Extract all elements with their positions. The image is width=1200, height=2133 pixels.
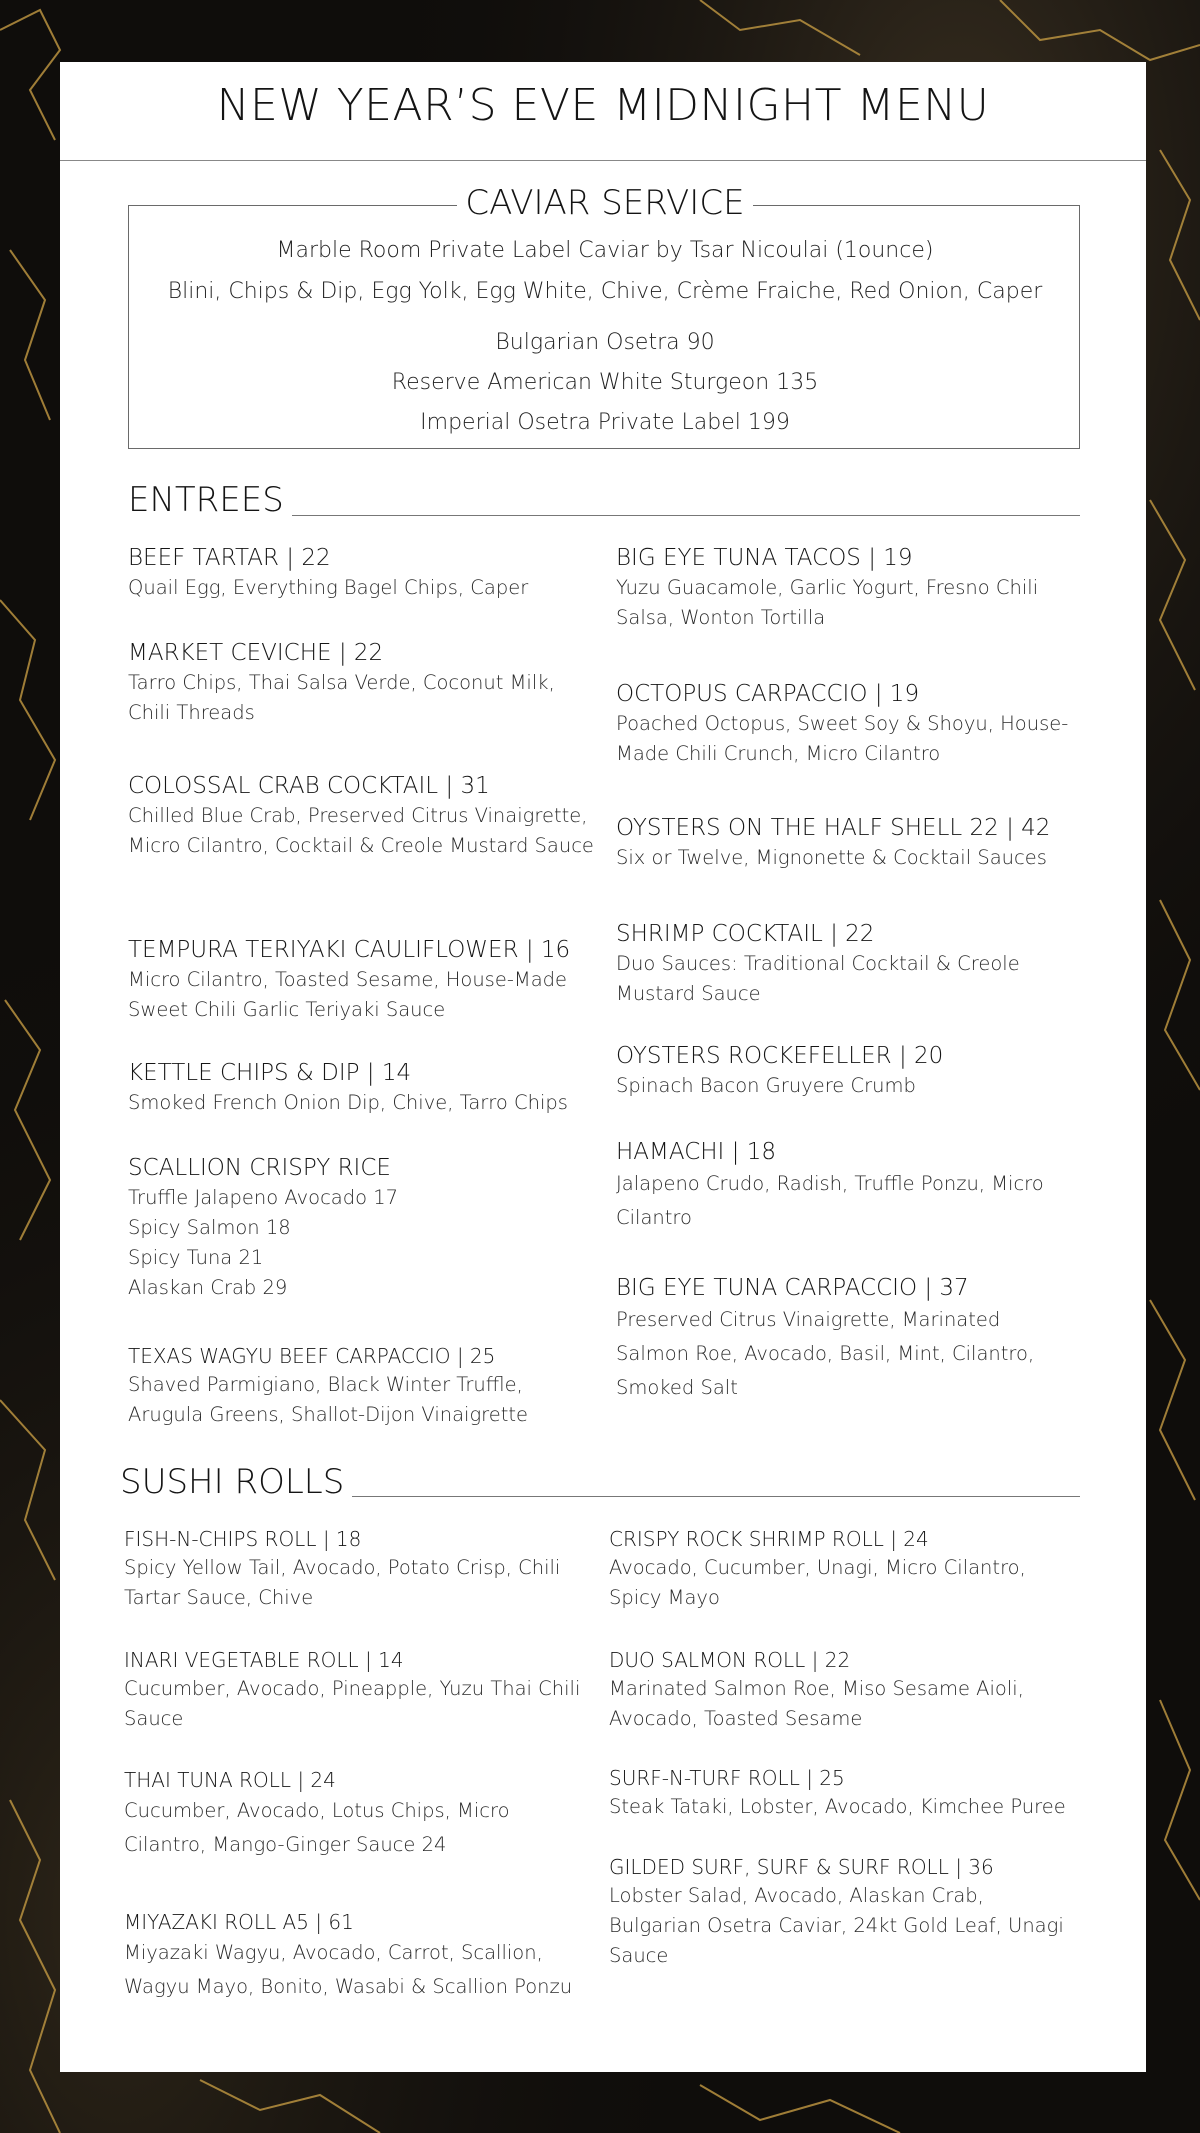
caviar-option: Imperial Osetra Private Label 199 bbox=[420, 410, 790, 435]
item-description: Cucumber, Avocado, Lotus Chips, Micro Cilantro, Mango-Ginger Sauce 24 bbox=[124, 1799, 510, 1856]
item-name: INARI VEGETABLE ROLL | 14 bbox=[124, 1648, 404, 1672]
caviar-intro: Marble Room Private Label Caviar by Tsar Nicoulai (1ounce) bbox=[276, 238, 934, 263]
entrees-header bbox=[128, 480, 1080, 524]
caviar-heading: CAVIAR SERVICE bbox=[129, 183, 1081, 223]
caviar-service-box bbox=[128, 183, 1080, 449]
item-description: Micro Cilantro, Toasted Sesame, House-Made Sweet Chili Garlic Teriyaki Sauce bbox=[128, 968, 568, 1021]
item-name: THAI TUNA ROLL | 24 bbox=[124, 1768, 336, 1792]
item-description: Truffle Jalapeno Avocado 17 Spicy Salmon 18 Spicy Tuna 21 Alaskan Crab 29 bbox=[128, 1186, 399, 1299]
menu-item bbox=[616, 813, 1086, 873]
menu-item bbox=[124, 1766, 594, 1862]
menu-item bbox=[609, 1764, 1089, 1822]
item-description: Spinach Bacon Gruyere Crumb bbox=[616, 1074, 916, 1097]
menu-item bbox=[128, 543, 598, 603]
item-name: HAMACHI | 18 bbox=[616, 1139, 776, 1165]
item-description: Lobster Salad, Avocado, Alaskan Crab, Bulgarian Osetra Caviar, 24kt Gold Leaf, Unagi Sauce bbox=[609, 1884, 1064, 1967]
item-name: GILDED SURF, SURF & SURF ROLL | 36 bbox=[609, 1855, 994, 1879]
menu-item bbox=[616, 1041, 1076, 1101]
menu-item bbox=[616, 679, 1076, 769]
item-name: KETTLE CHIPS & DIP | 14 bbox=[128, 1060, 412, 1086]
item-description: Six or Twelve, Mignonette & Cocktail Sauces bbox=[616, 846, 1047, 869]
item-name: MIYAZAKI ROLL A5 | 61 bbox=[124, 1910, 354, 1934]
menu-item bbox=[616, 543, 1076, 633]
item-description: Yuzu Guacamole, Garlic Yogurt, Fresno Chili Salsa, Wonton Tortilla bbox=[616, 576, 1039, 629]
item-name: OYSTERS ON THE HALF SHELL 22 | 42 bbox=[616, 815, 1051, 841]
menu-item bbox=[609, 1525, 1079, 1613]
item-description: Cucumber, Avocado, Pineapple, Yuzu Thai Chili Sauce bbox=[124, 1677, 581, 1730]
menu-item bbox=[616, 1273, 1076, 1405]
item-description: Avocado, Cucumber, Unagi, Micro Cilantro, Spicy Mayo bbox=[609, 1556, 1026, 1609]
item-name: TEXAS WAGYU BEEF CARPACCIO | 25 bbox=[128, 1344, 496, 1368]
menu-item bbox=[128, 638, 598, 728]
item-name: SCALLION CRISPY RICE bbox=[128, 1155, 391, 1181]
item-name: COLOSSAL CRAB COCKTAIL | 31 bbox=[128, 773, 490, 799]
menu-item bbox=[124, 1646, 594, 1734]
item-description: Spicy Yellow Tail, Avocado, Potato Crisp, Chili Tartar Sauce, Chive bbox=[124, 1556, 561, 1609]
item-description: Chilled Blue Crab, Preserved Citrus Vinaigrette, Micro Cilantro, Cocktail & Creole Mustard Sauce bbox=[128, 804, 594, 857]
item-name: BIG EYE TUNA CARPACCIO | 37 bbox=[616, 1275, 969, 1301]
item-name: DUO SALMON ROLL | 22 bbox=[609, 1648, 851, 1672]
item-name: BIG EYE TUNA TACOS | 19 bbox=[616, 545, 913, 571]
caviar-option: Reserve American White Sturgeon 135 bbox=[391, 370, 819, 395]
caviar-option: Bulgarian Osetra 90 bbox=[495, 330, 715, 355]
item-description: Tarro Chips, Thai Salsa Verde, Coconut Milk, Chili Threads bbox=[128, 671, 555, 724]
item-name: SHRIMP COCKTAIL | 22 bbox=[616, 921, 875, 947]
item-description: Shaved Parmigiano, Black Winter Truffle, Arugula Greens, Shallot-Dijon Vinaigrette bbox=[128, 1373, 529, 1426]
menu-title: NEW YEAR’S EVE MIDNIGHT MENU bbox=[216, 80, 990, 131]
item-description: Quail Egg, Everything Bagel Chips, Caper bbox=[128, 576, 529, 599]
menu-item bbox=[616, 919, 1076, 1009]
sushi-heading: SUSHI ROLLS bbox=[120, 1462, 352, 1502]
menu-item bbox=[609, 1853, 1079, 1971]
menu-item bbox=[616, 1137, 1076, 1235]
entrees-heading: ENTREES bbox=[128, 480, 292, 520]
item-description: Duo Sauces: Traditional Cocktail & Creole Mustard Sauce bbox=[616, 952, 1020, 1005]
item-description: Jalapeno Crudo, Radish, Truffle Ponzu, Micro Cilantro bbox=[616, 1172, 1044, 1229]
menu-item bbox=[128, 1153, 598, 1303]
item-name: OCTOPUS CARPACCIO | 19 bbox=[616, 681, 920, 707]
menu-item bbox=[128, 1058, 598, 1118]
menu-card bbox=[60, 62, 1146, 2072]
title-divider bbox=[60, 160, 1146, 161]
menu-item bbox=[128, 771, 598, 861]
menu-item bbox=[124, 1908, 594, 2004]
menu-item bbox=[609, 1646, 1079, 1734]
item-name: CRISPY ROCK SHRIMP ROLL | 24 bbox=[609, 1527, 929, 1551]
item-description: Marinated Salmon Roe, Miso Sesame Aioli, Avocado, Toasted Sesame bbox=[609, 1677, 1024, 1730]
item-description: Poached Octopus, Sweet Soy & Shoyu, House-Made Chili Crunch, Micro Cilantro bbox=[616, 712, 1069, 765]
item-name: SURF-N-TURF ROLL | 25 bbox=[609, 1766, 845, 1790]
item-description: Miyazaki Wagyu, Avocado, Carrot, Scallion, Wagyu Mayo, Bonito, Wasabi & Scallion Ponzu bbox=[124, 1941, 573, 1998]
caviar-accompaniments: Blini, Chips & Dip, Egg Yolk, Egg White, Chive, Crème Fraiche, Red Onion, Caper bbox=[167, 279, 1043, 304]
sushi-header bbox=[120, 1462, 1080, 1506]
item-name: FISH-N-CHIPS ROLL | 18 bbox=[124, 1527, 362, 1551]
menu-item bbox=[128, 935, 598, 1025]
item-name: TEMPURA TERIYAKI CAULIFLOWER | 16 bbox=[128, 937, 571, 963]
item-name: MARKET CEVICHE | 22 bbox=[128, 640, 384, 666]
item-description: Smoked French Onion Dip, Chive, Tarro Chips bbox=[128, 1091, 568, 1114]
menu-item bbox=[124, 1525, 594, 1613]
menu-item bbox=[128, 1342, 598, 1430]
item-name: BEEF TARTAR | 22 bbox=[128, 545, 331, 571]
item-description: Preserved Citrus Vinaigrette, Marinated Salmon Roe, Avocado, Basil, Mint, Cilantro, Smoked Salt bbox=[616, 1308, 1035, 1399]
item-description: Steak Tataki, Lobster, Avocado, Kimchee Puree bbox=[609, 1795, 1066, 1818]
item-name: OYSTERS ROCKEFELLER | 20 bbox=[616, 1043, 944, 1069]
